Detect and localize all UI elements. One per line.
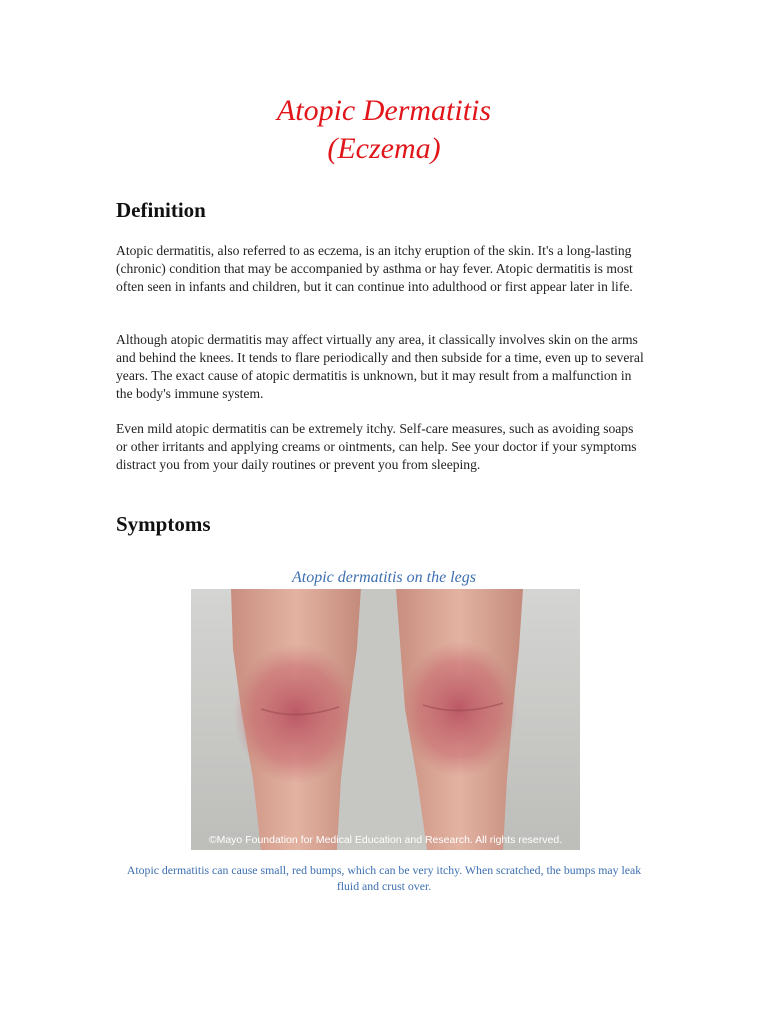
symptoms-heading: Symptoms bbox=[116, 512, 211, 536]
figure-title: Atopic dermatitis on the legs bbox=[292, 569, 476, 586]
image-caption: Atopic dermatitis can cause small, red bumps, which can be very itchy. When scratched, the bumps may leak fluid and crust over. bbox=[126, 863, 642, 893]
title-line-2: (Eczema) bbox=[327, 132, 441, 165]
definition-paragraph-2: Although atopic dermatitis may affect virtually any area, it classically involves skin on the arms and behind the knees. It tends to flare periodically and then subside for a time, even up to several years. The exact cause of atopic dermatitis is unknown, but it may result from a malfunction in the body's immune system. bbox=[116, 332, 644, 401]
image-credit: ©Mayo Foundation for Medical Education and Research. All rights reserved. bbox=[208, 834, 563, 846]
legs-eczema-photo bbox=[191, 589, 580, 850]
title-line-1: Atopic Dermatitis bbox=[276, 94, 492, 127]
definition-paragraph-1: Atopic dermatitis, also referred to as eczema, is an itchy eruption of the skin. It's a long-lasting (chronic) condition that may be accompanied by asthma or hay fever. Atopic dermatitis is most often seen in infants and children, but it can continue into adulthood or first appear later in life. bbox=[116, 243, 633, 294]
definition-heading: Definition bbox=[116, 198, 206, 222]
legs-illustration bbox=[191, 589, 580, 850]
document-title bbox=[0, 92, 768, 168]
definition-paragraph-3: Even mild atopic dermatitis can be extremely itchy. Self-care measures, such as avoiding soaps or other irritants and applying creams or ointments, can help. See your doctor if your symptoms distract you from your daily routines or prevent you from sleeping. bbox=[116, 421, 637, 472]
